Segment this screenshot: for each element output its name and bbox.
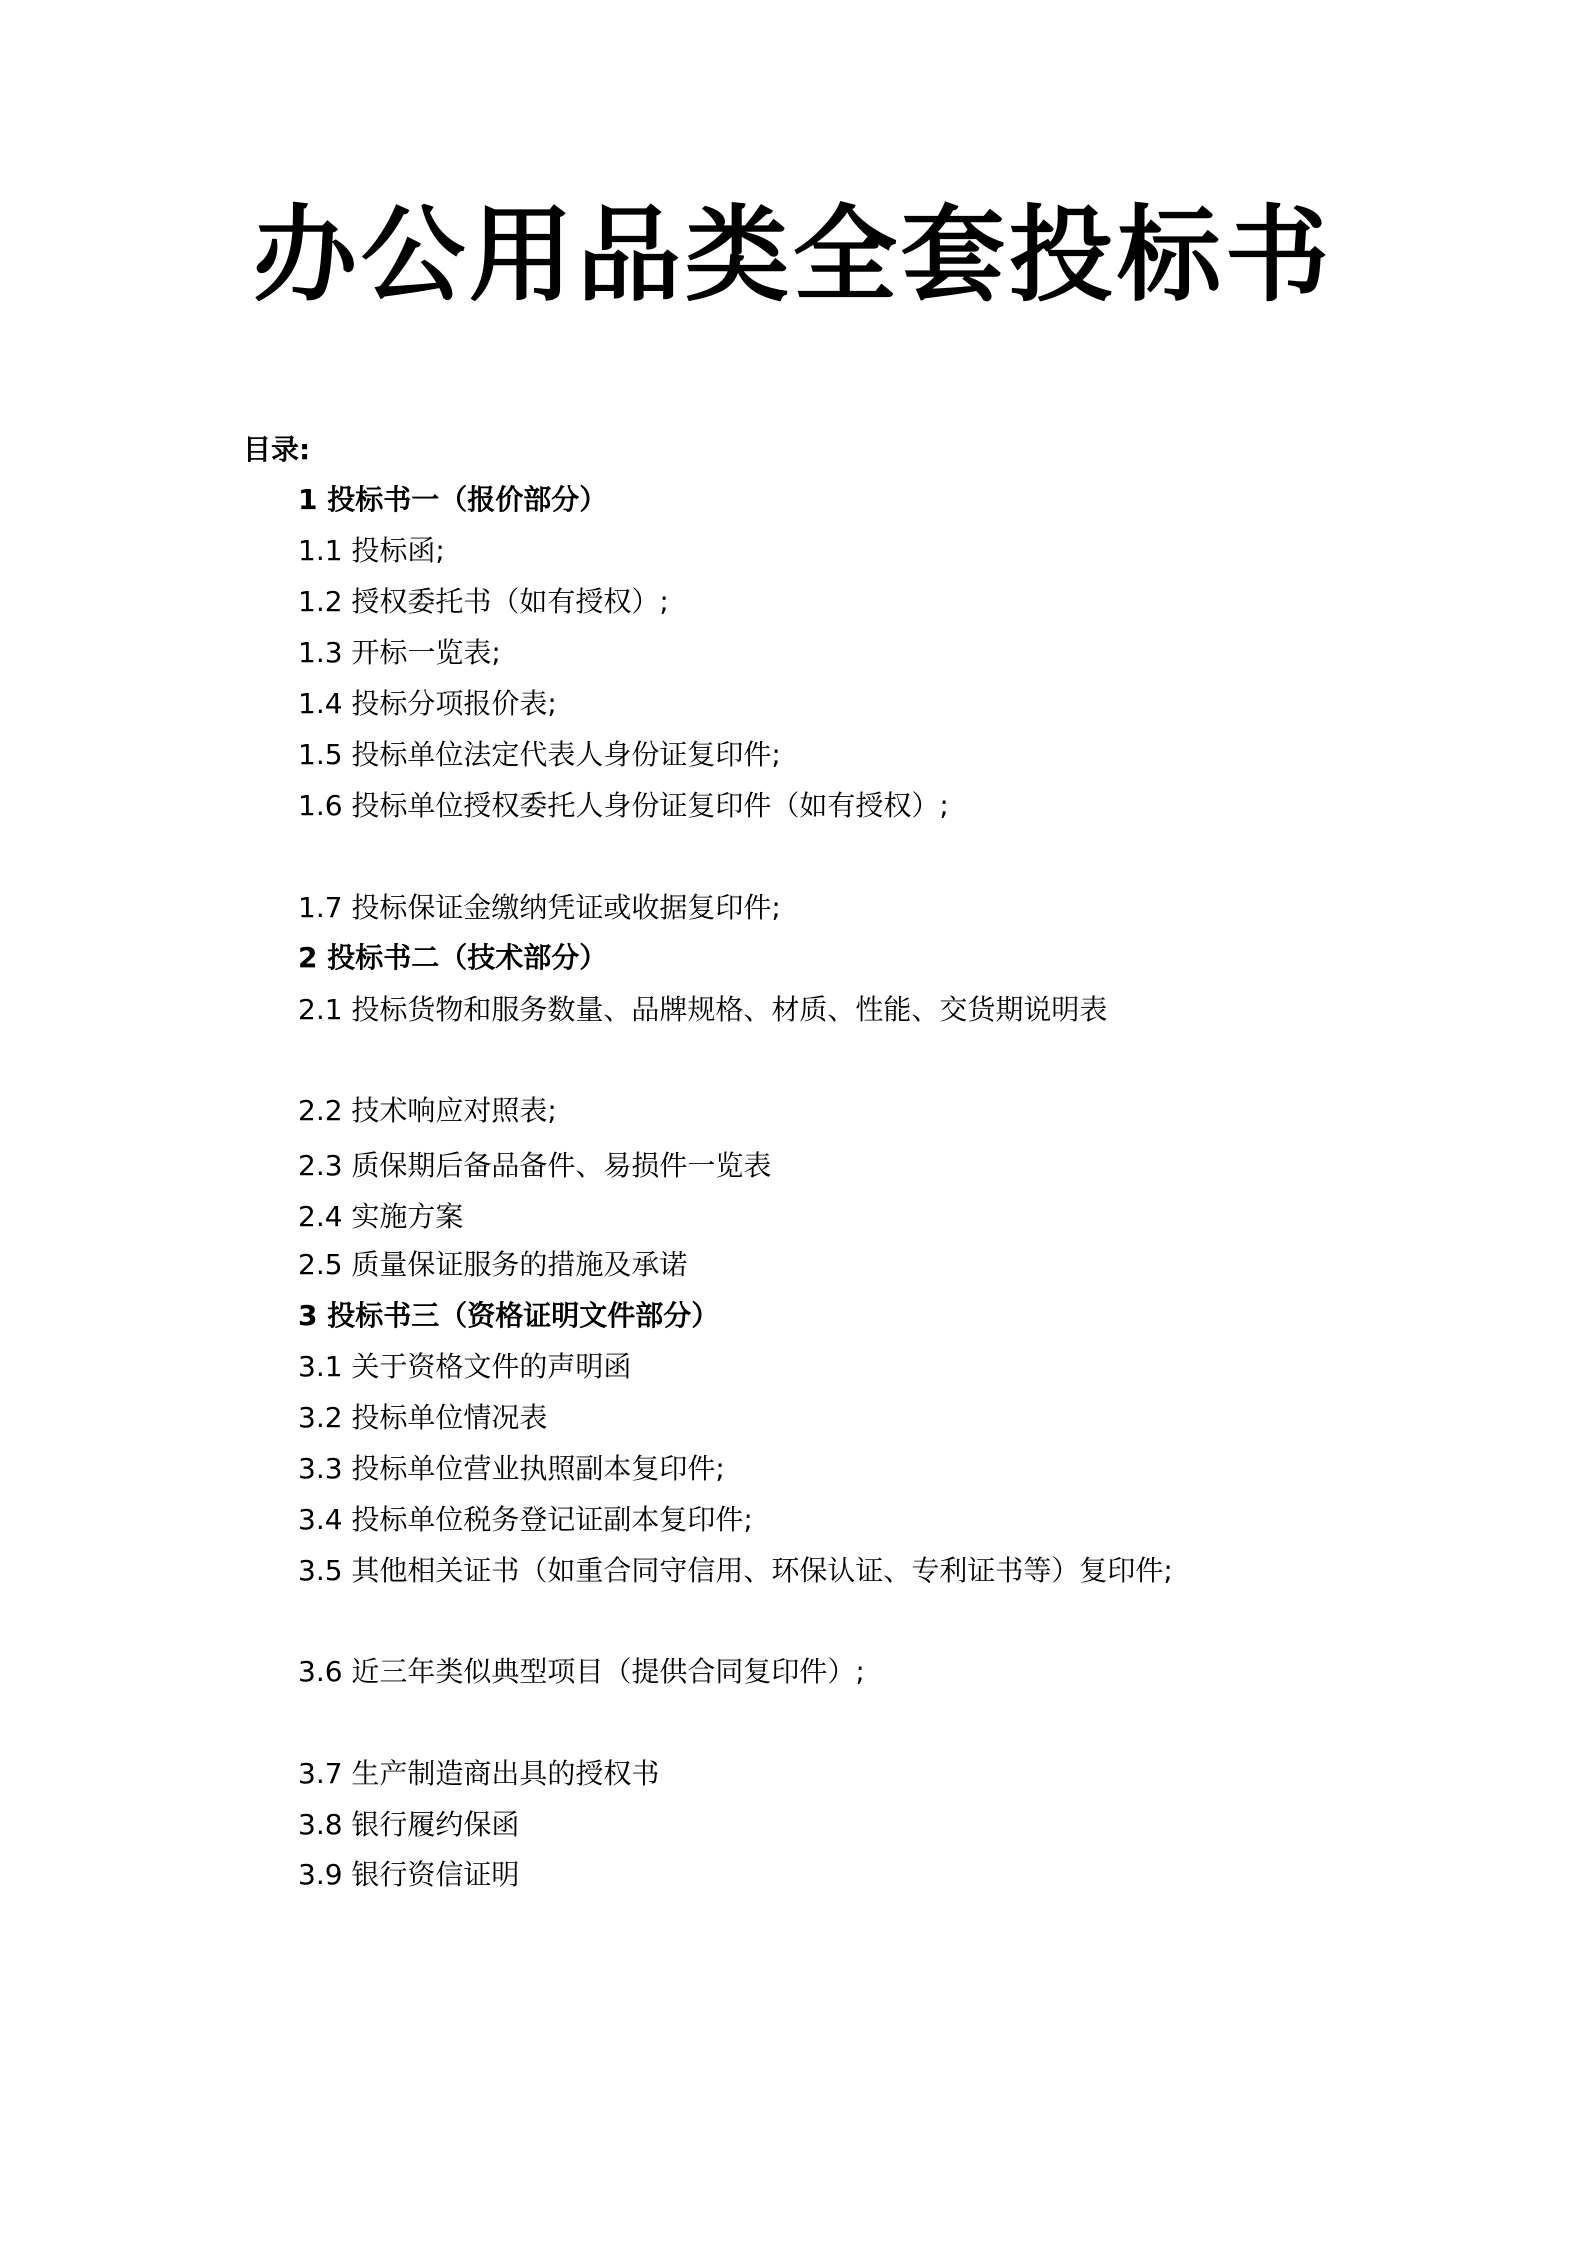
toc-item-1-2: 1.2 授权委托书（如有授权）; [298,585,669,618]
toc-item-3-3: 3.3 投标单位营业执照副本复印件; [298,1452,725,1485]
toc-item-1-6: 1.6 投标单位授权委托人身份证复印件（如有授权）; [298,789,949,822]
toc-section-1: 1 投标书一（报价部分） [298,483,608,516]
document-title: 办公用品类全套投标书 [252,194,1333,316]
toc-item-3-9: 3.9 银行资信证明 [298,1858,520,1891]
toc-item-1-5: 1.5 投标单位法定代表人身份证复印件; [298,738,781,771]
toc-section-2: 2 投标书二（技术部分） [298,941,608,974]
toc-item-1-7: 1.7 投标保证金缴纳凭证或收据复印件; [298,891,781,924]
toc-item-2-2: 2.2 技术响应对照表; [298,1094,557,1127]
toc-item-3-7: 3.7 生产制造商出具的授权书 [298,1757,660,1790]
toc-item-3-2: 3.2 投标单位情况表 [298,1401,548,1434]
toc-item-1-4: 1.4 投标分项报价表; [298,687,557,720]
toc-item-2-3: 2.3 质保期后备品备件、易损件一览表 [298,1149,772,1182]
toc-label: 目录: [243,433,311,466]
toc-item-2-1: 2.1 投标货物和服务数量、品牌规格、材质、性能、交货期说明表 [298,993,1108,1026]
toc-item-3-1: 3.1 关于资格文件的声明函 [298,1350,632,1383]
toc-section-3: 3 投标书三（资格证明文件部分） [298,1299,720,1332]
toc-item-1-3: 1.3 开标一览表; [298,636,501,669]
toc-item-3-4: 3.4 投标单位税务登记证副本复印件; [298,1503,753,1536]
toc-item-3-6: 3.6 近三年类似典型项目（提供合同复印件）; [298,1655,865,1688]
toc-item-3-5: 3.5 其他相关证书（如重合同守信用、环保认证、专利证书等）复印件; [298,1554,1173,1587]
toc-item-2-5: 2.5 质量保证服务的措施及承诺 [298,1248,688,1281]
toc-item-3-8: 3.8 银行履约保函 [298,1808,520,1841]
toc-item-1-1: 1.1 投标函; [298,534,445,567]
toc-item-2-4: 2.4 实施方案 [298,1200,464,1233]
